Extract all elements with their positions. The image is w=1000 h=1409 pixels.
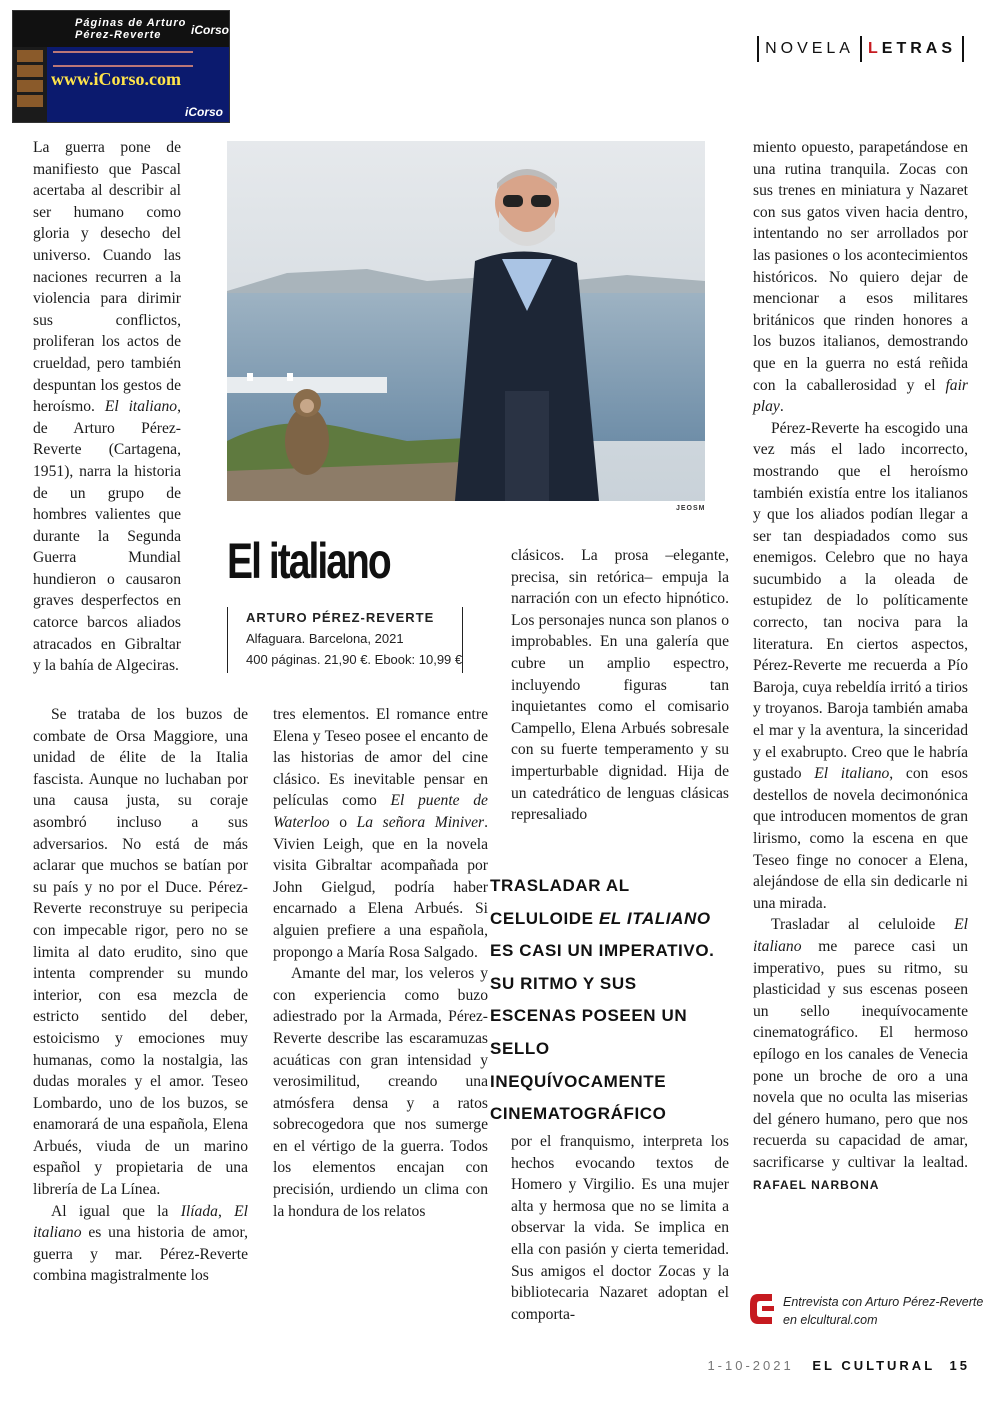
- section-divider: [860, 36, 862, 62]
- paragraph: La guerra pone de manifiesto que Pascal acertaba al describir al ser humano como gloria y desecho del universo. Cuando las naciones recurren a la violencia para dirimir sus conflictos, proliferan los actos de crueldad, pero también despuntan los gestos de heroísmo. El italiano, de Arturo Pérez-Reverte (Cartagena, 1951), narra la historia de un grupo de hombres valientes que durante la Segunda Guerra Mundial hundieron o causaron graves desperfectos en catorce barcos aliados atracados en Gibraltar y la bahía de Algeciras.: [33, 139, 181, 675]
- banner-logo-text: Páginas de Arturo Pérez-Reverte: [75, 17, 187, 41]
- el-cultural-logo-icon: [748, 1290, 776, 1328]
- page-number: 15: [949, 1358, 970, 1373]
- column-3a: [511, 545, 729, 826]
- issue-date: 1-10-2021: [707, 1358, 794, 1373]
- paragraph: Se trataba de los buzos de combate de Orsa Maggiore, una unidad de élite de la Italia fascista. Aunque no luchaban por una causa justa, su coraje asombró incluso a sus adversarios. No está de más aclarar que muchos se batían por su país y no por el Duce. Pérez-Reverte reconstruye su peripecia con impecable rigor, pero no se limita al dato erudito, sino que intenta comprender su mundo interior, con esa mezcla de estricto sentido del deber, estoicismo y emociones muy humanas, como la nostalgia, las dudas morales y el amor. Teseo Lombardo, uno de los buzos, se enamorará de una española, Elena Arbués, viuda de un marino español y propietaria de una librería de La Línea.: [33, 706, 248, 1199]
- book-publisher: Alfaguara. Barcelona, 2021: [246, 631, 404, 646]
- paragraph: Amante del mar, los veleros y con experiencia como buzo adiestrado por la Armada, Pérez-Reverte describe las escaramuzas acuáticas con gran intensidad y verosimilitud, creando una atmósfera densa y a ratos sobrecogedora que nos sumerge en el vértigo de la guerra. Todos los elementos encajan con precisión, urdiendo un clima con la hondura de los relatos: [273, 965, 488, 1220]
- section-divider: [962, 36, 964, 62]
- paragraph: por el franquismo, interpreta los hechos evocando textos de Homero y Virgilio. Es una mujer alta y hermosa que no se limita a observar la vida. Se implica en ella con pasión y cierta temeridad. Sus amigos el doctor Zocas y la bibliotecaria Nazaret adoptan el comporta-: [511, 1133, 729, 1323]
- column-2: [273, 704, 488, 1222]
- banner-book-covers: [13, 47, 47, 122]
- paragraph: Pérez-Reverte ha escogido una vez más el lado incorrecto, mostrando que el heroísmo también existía entre los italianos y que los aliados podían llegar a ser tan despiadados como sus enemigos. Celebro que no haya sucumbido a la oleada de estupidez de lo políticamente correcto, tan nociva para la literatura. En ciertos aspectos, Pérez-Reverte me recuerda a Pío Baroja, cuya rebeldía irritó a tirios y troyanos. Baroja también amaba el mar y la aventura, la sinceridad y el exabrupto. Creo que le habría gustado El italiano, con esos destellos de novela decimonónica que introducen momentos de gran lirismo, como la escena en que Teseo finge no conocer a Elena, alejándose de ella sin dedicarle ni una mirada.: [753, 419, 968, 912]
- interview-link[interactable]: [783, 1293, 983, 1329]
- book-details: 400 páginas. 21,90 €. Ebook: 10,99 €: [246, 652, 463, 667]
- section-novela: NOVELA: [765, 40, 854, 57]
- paragraph: Al igual que la Ilíada, El italiano es una historia de amor, guerra y mar. Pérez-Reverte combina magistralmente los: [33, 1202, 248, 1285]
- column-1a: [33, 137, 181, 677]
- author-photo-illustration: [227, 141, 705, 501]
- book-title: El italiano: [227, 533, 390, 589]
- pull-quote: TRASLADAR AL CELULOIDE EL ITALIANO ES CASI UN IMPERATIVO. SU RITMO Y SUS ESCENAS POSEEN UN SELLO INEQUÍVOCAMENTE CINEMATOGRÁFICO: [490, 876, 715, 1124]
- banner-brand-bottom: iCorso: [185, 105, 224, 119]
- icorso-banner[interactable]: [12, 10, 230, 123]
- interview-line-1: Entrevista con Arturo Pérez-Reverte: [783, 1295, 984, 1309]
- author-photo: [227, 141, 705, 501]
- section-letras-rest: ETRAS: [881, 40, 956, 57]
- column-1b: [33, 704, 248, 1287]
- column-4: [753, 137, 968, 1195]
- page-footer: [707, 1358, 970, 1373]
- book-author: ARTURO PÉREZ-REVERTE: [246, 610, 435, 625]
- banner-url[interactable]: www.iCorso.com: [51, 69, 181, 89]
- paragraph: tres elementos. El romance entre Elena y Teseo posee el encanto de las historias de amor del cine clásico. Es inevitable pensar en películas como El puente de Waterloo o La señora Miniver. Vivien Leigh, que en la novela visita Gibraltar acompañada por John Gielgud, podría haber encarnado a Elena Arbués. Si alguien prefiere a una española, propongo a María Rosa Salgado.: [273, 706, 488, 961]
- interview-line-2: en elcultural.com: [783, 1313, 878, 1327]
- photo-credit: JEOSM: [676, 505, 706, 512]
- magazine-name: EL CULTURAL: [812, 1358, 935, 1373]
- banner-brand-top: iCorso: [191, 23, 230, 37]
- section-tag: [751, 36, 970, 62]
- column-3b: [511, 1131, 729, 1325]
- section-divider: [757, 36, 759, 62]
- section-letras-initial: L: [867, 40, 882, 57]
- author-signature: RAFAEL NARBONA: [753, 1177, 880, 1192]
- paragraph: Trasladar al celuloide El italiano me parece casi un imperativo, pues su ritmo, su plasticidad y sus escenas poseen un sello inequívocamente cinematográfico. El hermoso epílogo en los canales de Venecia pone un broche de oro a una novela que no oculta las miserias del género humano, pero que nos recuerda su capacidad de amar, sacrificarse y cultivar la lealtad. RAFAEL NARBONA: [753, 916, 968, 1192]
- book-info-box: [227, 607, 463, 673]
- paragraph: miento opuesto, parapetándose en una rutina tranquila. Zocas con sus trenes en miniatura y Nazaret con sus gatos viven hacia dentro, intentando no ser arrollados por las pasiones o los acontecimientos históricos. No quiero dejar de mencionar a esos militares británicos que rinden honores a los buzos italianos, demostrando que en la guerra no está reñida con la caballerosidad y el fair play.: [753, 139, 968, 416]
- banner-divider: [53, 51, 193, 67]
- paragraph: clásicos. La prosa –elegante, precisa, sin retórica– empuja la narración con un efecto hipnótico. Los personajes nunca son planos o improbables. En una galería que cubre un amplio espectro, incluyendo figuras tan inquietantes como el comisario Campello, Elena Arbués sobresale con su fuerte temperamento y su imperturbable dignidad. Hija de un catedrático de lenguas clásicas represaliado: [511, 547, 729, 824]
